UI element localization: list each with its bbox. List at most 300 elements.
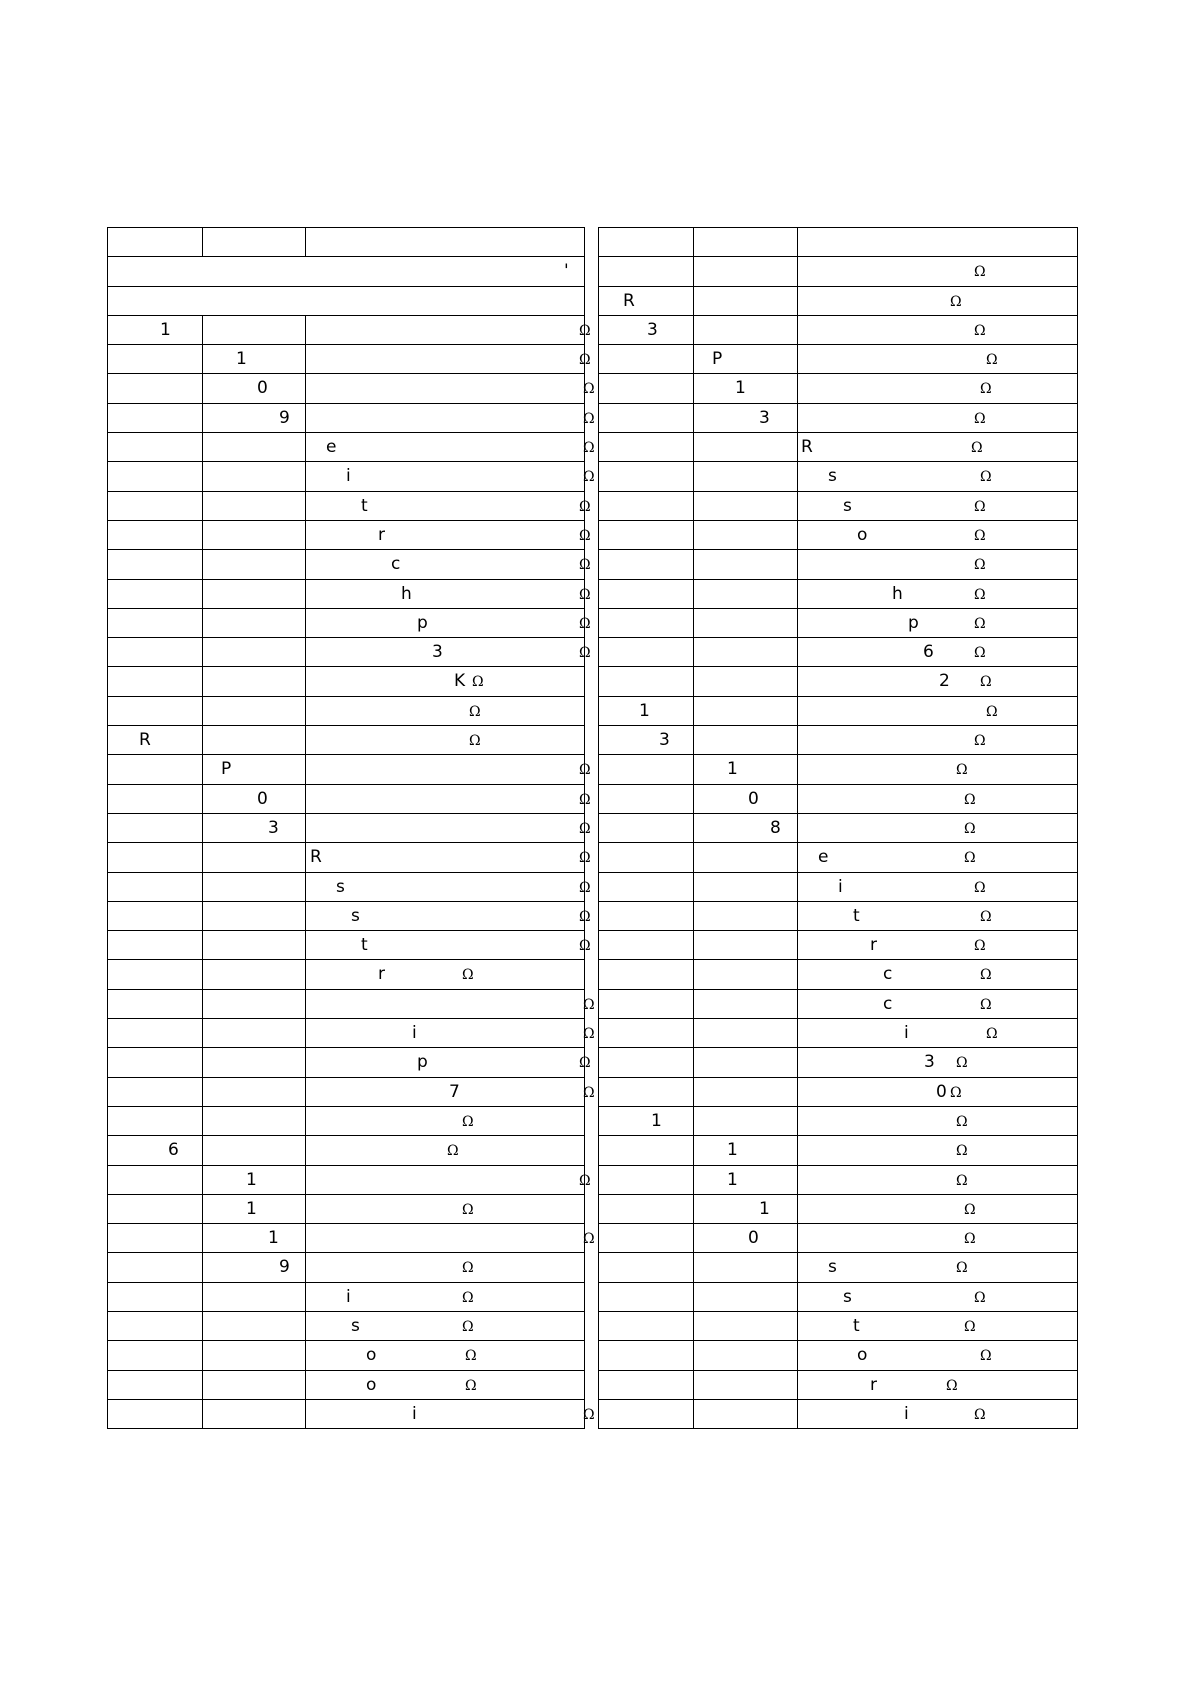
ohm-symbol: Ω [971, 440, 983, 457]
left-cell-col3 [306, 931, 591, 960]
cell-text: p [417, 1052, 428, 1073]
cell-text: e [818, 847, 829, 868]
right-cell-col2 [694, 374, 798, 403]
right-table-row [599, 374, 1078, 403]
cell-text: s [351, 905, 360, 926]
left-cell-col1 [108, 755, 203, 784]
left-table-row [108, 1370, 585, 1399]
right-cell-col1 [599, 1370, 694, 1399]
right-cell-col3 [798, 813, 1078, 842]
right-cell-col3 [798, 1224, 1078, 1253]
cell-text: P [712, 349, 723, 370]
left-cell-col3 [306, 1048, 591, 1077]
right-cell-col2 [694, 491, 798, 520]
right-table-row [599, 960, 1078, 989]
left-cell-col2 [203, 608, 306, 637]
right-cell-col1 [599, 520, 694, 549]
left-merged-cell [108, 286, 585, 315]
right-cell-col3 [798, 520, 1078, 549]
cell-text: R [623, 290, 635, 311]
left-cell-col2 [203, 374, 306, 403]
right-cell-col1 [599, 1106, 694, 1135]
ohm-symbol: Ω [950, 1084, 962, 1101]
left-table-row [108, 1399, 585, 1428]
left-table-row [108, 1341, 585, 1370]
right-table-row [599, 1165, 1078, 1194]
right-table-row [599, 755, 1078, 784]
cell-text: s [351, 1315, 360, 1336]
left-cell-col1 [108, 901, 203, 930]
right-cell-col3 [798, 843, 1078, 872]
right-cell-col2 [694, 784, 798, 813]
ohm-symbol: Ω [465, 1348, 477, 1365]
cell-text: i [904, 1403, 909, 1424]
right-cell-col1 [599, 550, 694, 579]
ohm-symbol: Ω [469, 733, 481, 750]
ohm-symbol: Ω [974, 645, 986, 662]
left-cell-col2 [203, 872, 306, 901]
left-table-row [108, 1224, 585, 1253]
right-cell-col3 [798, 638, 1078, 667]
left-cell-col3 [306, 1399, 595, 1428]
right-cell-col3 [798, 755, 1078, 784]
left-table-row [108, 462, 585, 491]
ohm-symbol: Ω [974, 586, 986, 603]
right-cell-col2 [694, 960, 798, 989]
right-table-row [599, 813, 1078, 842]
right-cell-col3 [798, 1311, 1078, 1340]
ohm-symbol: Ω [579, 615, 591, 632]
left-table-row [108, 608, 585, 637]
cell-text: 3 [268, 817, 279, 838]
right-cell-col1 [599, 315, 694, 344]
ohm-symbol: Ω [579, 820, 591, 837]
right-cell-col1 [599, 1077, 694, 1106]
right-cell-col2 [694, 667, 798, 696]
ohm-symbol: Ω [956, 762, 968, 779]
ohm-symbol: Ω [964, 820, 976, 837]
right-cell-col2 [694, 1048, 798, 1077]
ohm-symbol: Ω [583, 1231, 595, 1248]
ohm-symbol: Ω [974, 1406, 986, 1423]
right-cell-col1 [599, 813, 694, 842]
right-cell-col3 [798, 1341, 1078, 1370]
ohm-symbol: Ω [974, 498, 986, 515]
right-cell-col1 [599, 726, 694, 755]
left-cell-col1 [108, 1341, 203, 1370]
left-table-row [108, 1077, 585, 1106]
ohm-symbol: Ω [579, 1172, 591, 1189]
left-cell-col3 [306, 1370, 585, 1399]
left-table-row [108, 1019, 585, 1048]
cell-text: 9 [279, 1257, 290, 1278]
right-cell-col1 [599, 784, 694, 813]
cell-text: r [870, 1374, 877, 1395]
left-table-row [108, 726, 585, 755]
left-table-row [108, 901, 585, 930]
left-cell-col1 [108, 1253, 203, 1282]
right-table-row [599, 462, 1078, 491]
right-cell-col1 [599, 1194, 694, 1223]
right-cell-col2 [694, 403, 798, 432]
ohm-symbol: Ω [462, 1318, 474, 1335]
ohm-symbol: Ω [579, 645, 591, 662]
ohm-symbol: Ω [956, 1143, 968, 1160]
left-cell-col1 [108, 491, 203, 520]
cell-text: i [838, 876, 843, 897]
left-cell-col1 [108, 784, 203, 813]
right-table-row [599, 872, 1078, 901]
ohm-symbol: Ω [986, 352, 998, 369]
left-cell-col3 [306, 1311, 585, 1340]
ohm-symbol: Ω [964, 791, 976, 808]
right-cell-col2 [694, 1106, 798, 1135]
ohm-symbol: Ω [956, 1055, 968, 1072]
right-table-row [599, 1311, 1078, 1340]
ohm-symbol: Ω [462, 1201, 474, 1218]
left-cell-col3 [306, 1077, 595, 1106]
ohm-symbol: Ω [964, 1318, 976, 1335]
right-table-row [599, 843, 1078, 872]
right-table-row [599, 228, 1078, 257]
right-cell-col3 [798, 1136, 1078, 1165]
right-cell-col2 [694, 550, 798, 579]
cell-text: h [401, 583, 412, 604]
left-cell-col1 [108, 374, 203, 403]
ohm-symbol: Ω [980, 381, 992, 398]
right-cell-col1 [599, 1282, 694, 1311]
cell-text: 3 [647, 319, 658, 340]
left-cell-col1 [108, 813, 203, 842]
left-cell-col1 [108, 315, 203, 344]
cell-text: 3 [659, 730, 670, 751]
left-table-row [108, 257, 585, 286]
left-cell-col1 [108, 1311, 203, 1340]
right-table-row [599, 315, 1078, 344]
right-cell-col3 [798, 872, 1078, 901]
right-cell-col3 [798, 608, 1078, 637]
right-cell-col3 [798, 315, 1078, 344]
right-cell-col1 [599, 1136, 694, 1165]
left-merged-cell [108, 257, 585, 286]
cell-text: t [853, 1315, 860, 1336]
left-cell-col1 [108, 1077, 203, 1106]
left-cell-col1 [108, 1282, 203, 1311]
left-cell-col3 [306, 433, 595, 462]
left-table-row [108, 1106, 585, 1135]
cell-text: o [857, 524, 868, 545]
cell-text: 3 [759, 407, 770, 428]
left-cell-col2 [203, 813, 306, 842]
right-cell-col2 [694, 1341, 798, 1370]
cell-text: o [366, 1374, 377, 1395]
right-cell-col2 [694, 1136, 798, 1165]
left-table [107, 227, 595, 1429]
left-table-row [108, 696, 585, 725]
left-cell-col1 [108, 1019, 203, 1048]
right-cell-col3 [798, 1165, 1078, 1194]
right-cell-col1 [599, 960, 694, 989]
ohm-symbol: Ω [974, 527, 986, 544]
left-cell-col2 [203, 1253, 306, 1282]
right-cell-col2 [694, 1282, 798, 1311]
left-table-row [108, 403, 585, 432]
right-cell-col2 [694, 813, 798, 842]
left-cell-col3 [306, 1106, 585, 1135]
left-table-row [108, 1253, 585, 1282]
right-cell-col2 [694, 1253, 798, 1282]
right-cell-col1 [599, 1019, 694, 1048]
right-cell-col2 [694, 696, 798, 725]
cell-text: 6 [923, 642, 934, 663]
left-cell-col1 [108, 403, 203, 432]
left-cell-col3 [306, 315, 591, 344]
right-cell-col3 [798, 1282, 1078, 1311]
ohm-symbol: Ω [956, 1172, 968, 1189]
ohm-symbol: Ω [956, 1113, 968, 1130]
left-cell-col1 [108, 872, 203, 901]
left-cell-col3 [306, 638, 591, 667]
ohm-symbol: Ω [980, 469, 992, 486]
right-cell-col1 [599, 491, 694, 520]
left-cell-col1 [108, 960, 203, 989]
right-table-row [599, 433, 1078, 462]
right-table-row [599, 696, 1078, 725]
ohm-symbol: Ω [472, 674, 484, 691]
left-cell-col1 [108, 228, 203, 257]
ohm-symbol: Ω [974, 264, 986, 281]
cell-text: 1 [246, 1198, 257, 1219]
right-cell-col1 [599, 608, 694, 637]
left-cell-col2 [203, 843, 306, 872]
left-cell-col3 [306, 696, 585, 725]
left-cell-col1 [108, 1048, 203, 1077]
cell-text: c [391, 554, 401, 575]
left-table-row [108, 228, 585, 257]
left-cell-col3 [306, 491, 591, 520]
left-cell-col1 [108, 1136, 203, 1165]
right-table-row [599, 901, 1078, 930]
ohm-symbol: Ω [974, 410, 986, 427]
right-table-row [599, 550, 1078, 579]
cell-text: 1 [651, 1110, 662, 1131]
right-table-row [599, 579, 1078, 608]
ohm-symbol: Ω [462, 1113, 474, 1130]
cell-text: s [843, 495, 852, 516]
left-cell-col2 [203, 433, 306, 462]
left-cell-col1 [108, 579, 203, 608]
left-cell-col1 [108, 638, 203, 667]
right-table-row [599, 491, 1078, 520]
right-cell-col2 [694, 1370, 798, 1399]
right-cell-col3 [798, 1077, 1078, 1106]
right-table-body [599, 228, 1078, 1429]
left-table-body [108, 228, 595, 1429]
right-cell-col3 [798, 1399, 1078, 1428]
right-cell-col1 [599, 1048, 694, 1077]
left-cell-col2 [203, 491, 306, 520]
right-table-row [599, 931, 1078, 960]
ohm-symbol: Ω [980, 996, 992, 1013]
right-cell-col2 [694, 755, 798, 784]
ohm-symbol: Ω [583, 1026, 595, 1043]
left-cell-col3 [306, 345, 591, 374]
right-cell-col1 [599, 403, 694, 432]
cell-text: t [853, 905, 860, 926]
left-cell-col2 [203, 1194, 306, 1223]
right-cell-col1 [599, 989, 694, 1018]
left-cell-col3 [306, 989, 595, 1018]
right-cell-col1 [599, 462, 694, 491]
right-cell-col1 [599, 228, 694, 257]
left-cell-col2 [203, 1106, 306, 1135]
left-cell-col1 [108, 433, 203, 462]
ohm-symbol: Ω [974, 733, 986, 750]
cell-text: r [378, 524, 385, 545]
left-cell-col3 [306, 228, 585, 257]
left-table-row [108, 931, 585, 960]
left-table-row [108, 872, 585, 901]
left-cell-col1 [108, 1106, 203, 1135]
right-table-row [599, 989, 1078, 1018]
left-table-row [108, 433, 585, 462]
left-cell-col1 [108, 1399, 203, 1428]
left-table-row [108, 843, 585, 872]
cell-text: 1 [735, 378, 746, 399]
right-table-row [599, 1370, 1078, 1399]
right-cell-col3 [798, 403, 1078, 432]
right-table-row [599, 784, 1078, 813]
left-table-row [108, 784, 585, 813]
left-cell-col3 [306, 520, 591, 549]
left-cell-col1 [108, 1224, 203, 1253]
right-cell-col1 [599, 286, 694, 315]
cell-text: e [326, 437, 337, 458]
right-cell-col3 [798, 228, 1078, 257]
left-cell-col1 [108, 462, 203, 491]
right-cell-col3 [798, 550, 1078, 579]
left-cell-col3 [306, 1165, 591, 1194]
left-cell-col1 [108, 726, 203, 755]
left-cell-col1 [108, 843, 203, 872]
left-cell-col2 [203, 345, 306, 374]
left-cell-col2 [203, 1077, 306, 1106]
right-cell-col2 [694, 433, 798, 462]
ohm-symbol: Ω [956, 1260, 968, 1277]
right-cell-col2 [694, 315, 798, 344]
cell-text: 1 [246, 1169, 257, 1190]
ohm-symbol: Ω [974, 557, 986, 574]
left-cell-col3 [306, 872, 591, 901]
ohm-symbol: Ω [465, 1377, 477, 1394]
cell-text: s [828, 1257, 837, 1278]
left-cell-col3 [306, 1282, 585, 1311]
left-cell-col3 [306, 901, 591, 930]
left-table-row [108, 1311, 585, 1340]
left-cell-col2 [203, 1282, 306, 1311]
left-cell-col3 [306, 374, 595, 403]
right-table-row [599, 403, 1078, 432]
right-cell-col3 [798, 960, 1078, 989]
ohm-symbol: Ω [583, 440, 595, 457]
left-table-row [108, 755, 585, 784]
ohm-symbol: Ω [986, 1026, 998, 1043]
cell-text: s [336, 876, 345, 897]
right-cell-col3 [798, 1253, 1078, 1282]
cell-text: c [883, 993, 893, 1014]
cell-text: 6 [168, 1140, 179, 1161]
right-cell-col2 [694, 286, 798, 315]
right-cell-col2 [694, 1077, 798, 1106]
cell-text: R [801, 437, 813, 458]
cell-text: 1 [236, 349, 247, 370]
ohm-symbol: Ω [462, 967, 474, 984]
right-cell-col3 [798, 1106, 1078, 1135]
cell-text: i [412, 1403, 417, 1424]
ohm-symbol: Ω [583, 1084, 595, 1101]
left-table-row [108, 579, 585, 608]
left-cell-col3 [306, 608, 591, 637]
right-cell-col2 [694, 1165, 798, 1194]
right-table-row [599, 667, 1078, 696]
right-table-row [599, 257, 1078, 286]
cell-text: s [843, 1286, 852, 1307]
ohm-symbol: Ω [974, 1289, 986, 1306]
left-cell-col3 [306, 843, 591, 872]
right-cell-col3 [798, 286, 1078, 315]
left-table-row [108, 520, 585, 549]
ohm-symbol: Ω [579, 498, 591, 515]
ohm-symbol: Ω [579, 879, 591, 896]
right-cell-col2 [694, 638, 798, 667]
right-cell-col1 [599, 901, 694, 930]
cell-text: 1 [727, 1140, 738, 1161]
cell-text: o [857, 1345, 868, 1366]
ohm-symbol: Ω [583, 996, 595, 1013]
left-cell-col2 [203, 520, 306, 549]
ohm-symbol: Ω [579, 586, 591, 603]
ohm-symbol: Ω [469, 703, 481, 720]
right-cell-col1 [599, 1311, 694, 1340]
right-table-row [599, 1253, 1078, 1282]
cell-text: c [883, 964, 893, 985]
ohm-symbol: Ω [986, 703, 998, 720]
left-table-row [108, 315, 585, 344]
ohm-symbol: Ω [579, 908, 591, 925]
right-cell-col3 [798, 491, 1078, 520]
right-cell-col2 [694, 608, 798, 637]
cell-text: i [904, 1023, 909, 1044]
cell-text: 3 [432, 642, 443, 663]
cell-text: R [310, 847, 322, 868]
left-cell-col3 [306, 1136, 585, 1165]
ohm-symbol: Ω [946, 1377, 958, 1394]
cell-text: 3 [924, 1052, 935, 1073]
right-cell-col2 [694, 1194, 798, 1223]
cell-text: 1 [268, 1228, 279, 1249]
right-cell-col2 [694, 726, 798, 755]
left-cell-col3 [306, 579, 591, 608]
right-cell-col1 [599, 1341, 694, 1370]
cell-text: 1 [727, 1169, 738, 1190]
right-table-row [599, 1019, 1078, 1048]
left-cell-col2 [203, 638, 306, 667]
right-table-row [599, 1224, 1078, 1253]
left-cell-col2 [203, 1048, 306, 1077]
left-cell-col2 [203, 1399, 306, 1428]
right-cell-col3 [798, 257, 1078, 286]
left-cell-col3 [306, 784, 591, 813]
